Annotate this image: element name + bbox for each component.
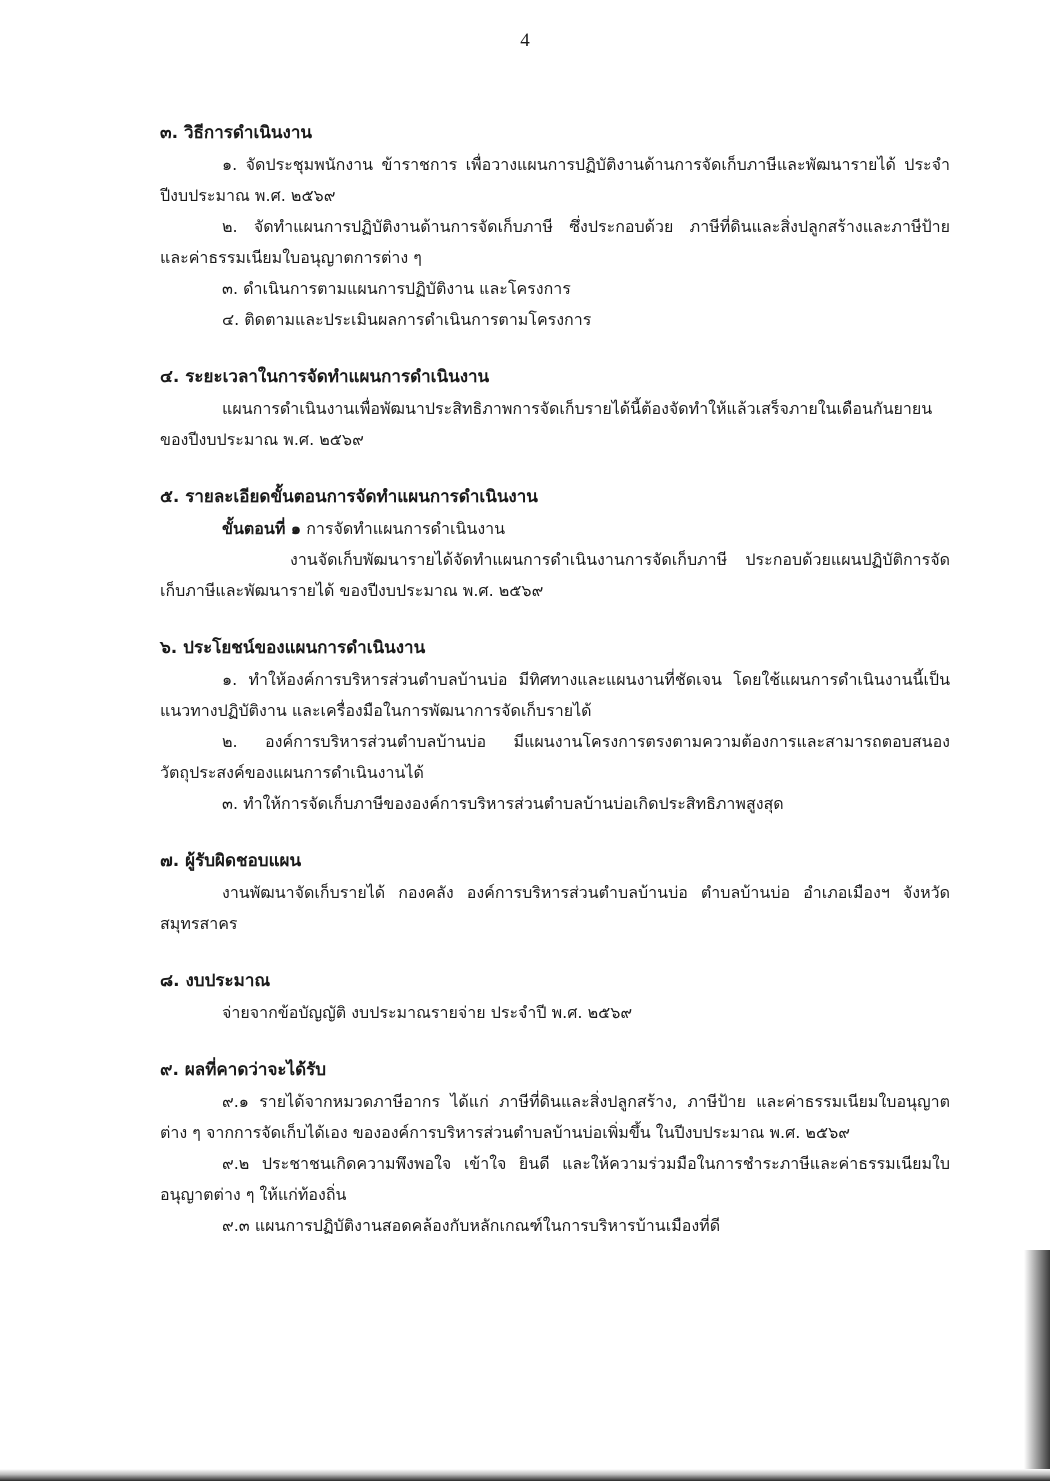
section-heading: ๔. ระยะเวลาในการจัดทำแผนการดำเนินงาน [160,367,490,387]
step-label: ขั้นตอนที่ ๑ [222,519,302,538]
section-methods [160,118,950,335]
page-number: 4 [520,30,530,51]
list-item: ๙.๒ ประชาชนเกิดความพึงพอใจ เข้าใจ ยินดี และให้ความร่วมมือในการชำระภาษีและค่าธรรมเนียมใบอนุญาตต่าง ๆ ให้แก่ท้องถิ่น [160,1154,950,1204]
section-heading: ๕. รายละเอียดขั้นตอนการจัดทำแผนการดำเนินงาน [160,487,538,507]
list-item: ๑. จัดประชุมพนักงาน ข้าราชการ เพื่อวางแผนการปฏิบัติงานด้านการจัดเก็บภาษีและพัฒนารายได้ ประจำปีงบประมาณ พ.ศ. ๒๕๖๙ [160,155,950,205]
section-heading: ๓. วิธีการดำเนินงาน [160,123,312,143]
paragraph: แผนการดำเนินงานเพื่อพัฒนาประสิทธิภาพการจัดเก็บรายได้นี้ต้องจัดทำให้แล้วเสร็จภายในเดือนกันยายนของปีงบประมาณ พ.ศ. ๒๕๖๙ [160,399,933,449]
paragraph: งานพัฒนาจัดเก็บรายได้ กองคลัง องค์การบริหารส่วนตำบลบ้านบ่อ ตำบลบ้านบ่อ อำเภอเมืองฯ จังหวัดสมุทรสาคร [160,883,950,933]
section-budget [160,966,950,1028]
list-item: ๓. ทำให้การจัดเก็บภาษีขององค์การบริหารส่วนตำบลบ้านบ่อเกิดประสิทธิภาพสูงสุด [222,794,784,813]
section-procedure [160,482,950,606]
step-title: การจัดทำแผนการดำเนินงาน [306,519,506,538]
list-item: ๒. จัดทำแผนการปฏิบัติงานด้านการจัดเก็บภาษี ซึ่งประกอบด้วย ภาษีที่ดินและสิ่งปลูกสร้างและภาษีป้าย และค่าธรรมเนียมใบอนุญาตการต่าง ๆ [160,217,950,267]
section-benefits [160,633,950,819]
list-item: ๙.๑ รายได้จากหมวดภาษีอากร ได้แก่ ภาษีที่ดินและสิ่งปลูกสร้าง, ภาษีป้าย และค่าธรรมเนียมใบอนุญาตต่าง ๆ จากการจัดเก็บได้เอง ขององค์การบริหารส่วนตำบลบ้านบ่อเพิ่มขึ้น ในปีงบประมาณ พ.ศ. ๒๕๖๙ [160,1092,950,1142]
section-heading: ๗. ผู้รับผิดชอบแผน [160,851,302,871]
step-line [160,513,950,544]
list-item: ๑. ทำให้องค์การบริหารส่วนตำบลบ้านบ่อ มีทิศทางและแผนงานที่ชัดเจน โดยใช้แผนการดำเนินงานนี้เป็นแนวทางปฏิบัติงาน และเครื่องมือในการพัฒนาการจัดเก็บรายได้ [160,670,950,720]
list-item: ๓. ดำเนินการตามแผนการปฏิบัติงาน และโครงการ [222,279,571,298]
document-body [160,118,950,1268]
section-responsible [160,846,950,939]
list-item: ๒. องค์การบริหารส่วนตำบลบ้านบ่อ มีแผนงานโครงการตรงตามความต้องการและสามารถตอบสนองวัตถุประสงค์ของแผนการดำเนินงานได้ [160,732,950,782]
list-item: ๔. ติดตามและประเมินผลการดำเนินการตามโครงการ [222,310,592,329]
section-timeframe [160,362,950,455]
list-item: ๙.๓ แผนการปฏิบัติงานสอดคล้องกับหลักเกณฑ์ในการบริหารบ้านเมืองที่ดี [222,1216,721,1235]
paragraph: จ่ายจากข้อบัญญัติ งบประมาณรายจ่าย ประจำปี พ.ศ. ๒๕๖๙ [222,1003,633,1022]
scan-edge-shadow [1024,1250,1050,1481]
section-heading: ๖. ประโยชน์ของแผนการดำเนินงาน [160,638,426,658]
section-heading: ๘. งบประมาณ [160,971,271,991]
paragraph: งานจัดเก็บพัฒนารายได้จัดทำแผนการดำเนินงานการจัดเก็บภาษี ประกอบด้วยแผนปฏิบัติการจัดเก็บภาษีและพัฒนารายได้ ของปีงบประมาณ พ.ศ. ๒๕๖๙ [160,550,950,600]
scan-bottom-edge [0,1469,1050,1481]
section-heading: ๙. ผลที่คาดว่าจะได้รับ [160,1060,327,1080]
section-expected-results [160,1055,950,1241]
